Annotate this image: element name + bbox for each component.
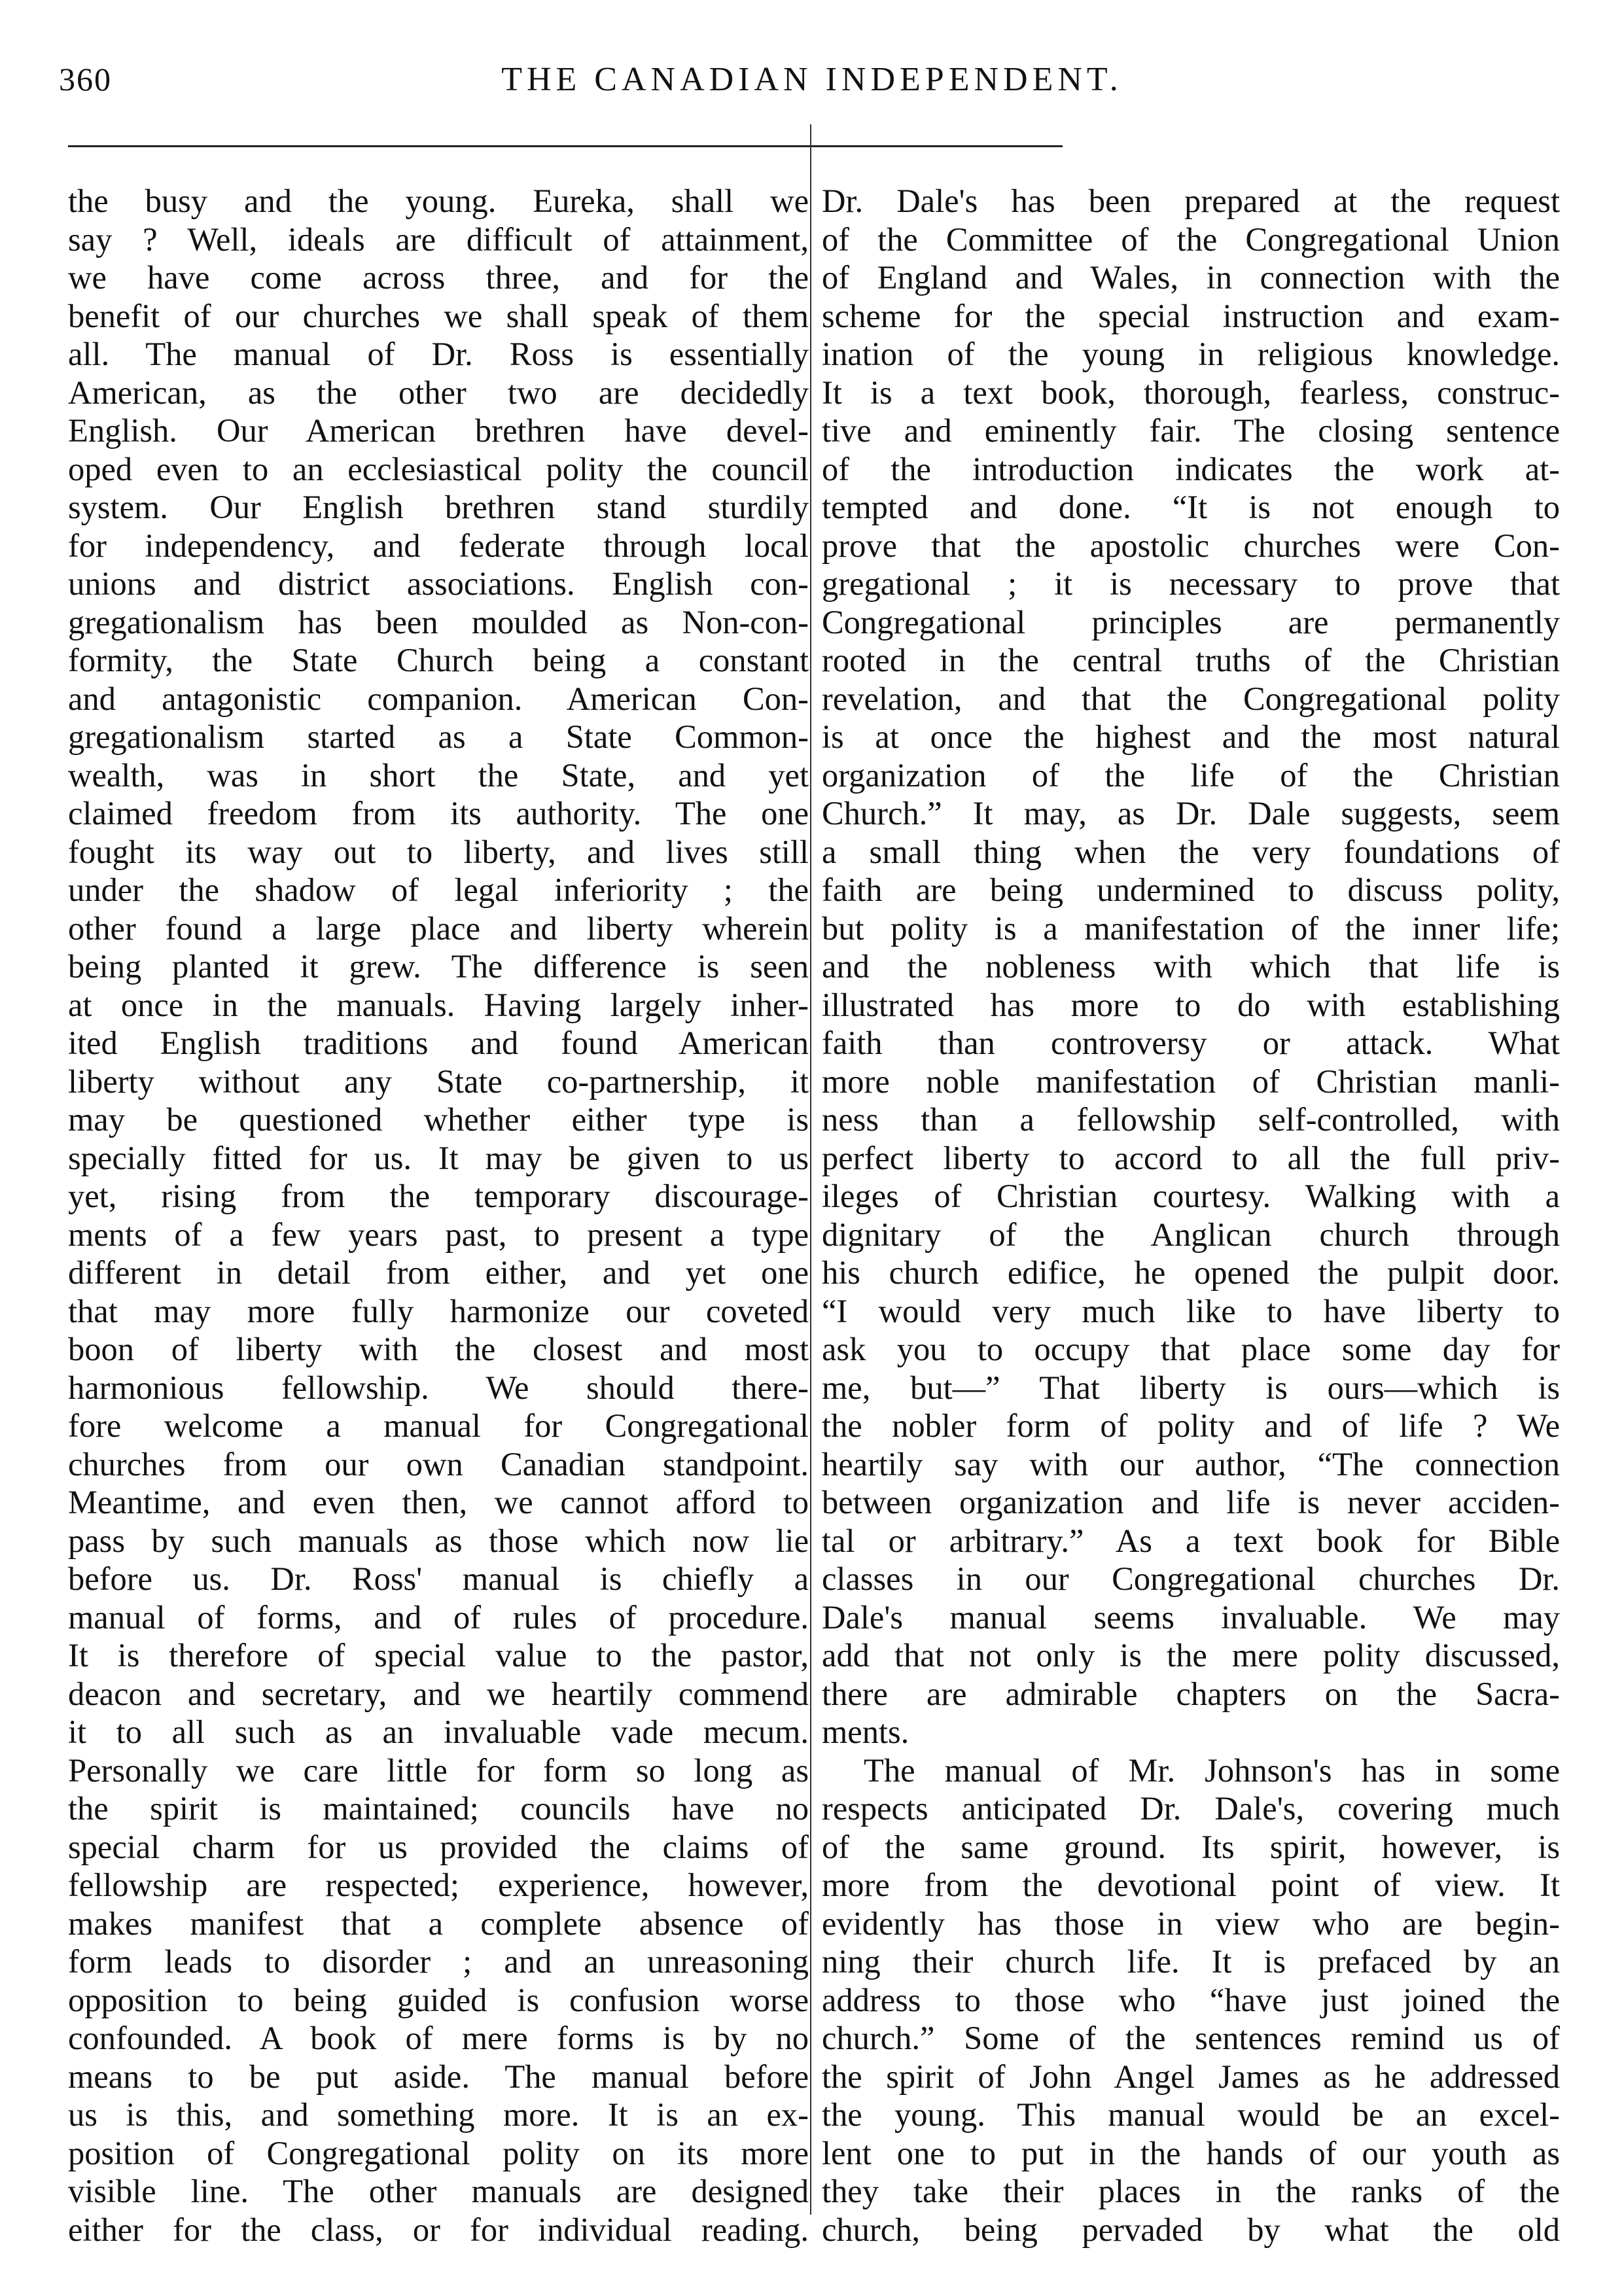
text-line: opposition to being guided is confusion worse xyxy=(68,1981,809,2018)
header-rule xyxy=(68,145,1063,147)
text-line: special charm for us provided the claims of xyxy=(68,1828,809,1865)
text-line: manual of forms, and of rules of procedure. xyxy=(68,1598,809,1636)
text-line: benefit of our churches we shall speak of them xyxy=(68,297,809,334)
text-line: they take their places in the ranks of the xyxy=(822,2173,1560,2209)
text-line: Dr. Dale's has been prepared at the request xyxy=(822,183,1560,219)
text-line: the young. This manual would be an excel- xyxy=(822,2096,1560,2133)
text-line: tempted and done. “It is not enough to xyxy=(822,489,1560,525)
text-line: Personally we care little for form so long as xyxy=(68,1751,809,1789)
text-line: gregationalism started as a State Common- xyxy=(68,718,809,755)
text-line: the spirit is maintained; councils have no xyxy=(68,1790,809,1827)
text-line: form leads to disorder ; and an unreasoning xyxy=(68,1943,809,1980)
text-line: revelation, and that the Congregational polity xyxy=(822,680,1560,717)
right-column xyxy=(822,182,1560,2249)
text-line: more noble manifestation of Christian manli- xyxy=(822,1063,1560,1100)
text-line: and antagonistic companion. American Con- xyxy=(68,680,809,717)
text-line: ited English traditions and found American xyxy=(68,1025,809,1061)
text-line: specially fitted for us. It may be given to us xyxy=(68,1139,809,1176)
text-line: The manual of Mr. Johnson's has in some xyxy=(864,1751,1560,1789)
text-line: tive and eminently fair. The closing sentence xyxy=(822,412,1560,449)
text-line: harmonious fellowship. We should there- xyxy=(68,1369,809,1406)
text-line: Meantime, and even then, we cannot afford to xyxy=(68,1484,809,1520)
text-line: Dale's manual seems invaluable. We may xyxy=(822,1598,1560,1636)
text-line: It is a text book, thorough, fearless, construc- xyxy=(822,374,1560,411)
text-line: ination of the young in religious knowledge. xyxy=(822,336,1560,372)
text-line: illustrated has more to do with establishing xyxy=(822,986,1560,1023)
text-line: American, as the other two are decidedly xyxy=(68,374,809,411)
text-line: confounded. A book of mere forms is by no xyxy=(68,2020,809,2056)
text-line: Congregational principles are permanently xyxy=(822,603,1560,641)
text-line: faith are being undermined to discuss polity, xyxy=(822,871,1560,908)
text-line: church.” Some of the sentences remind us of xyxy=(822,2020,1560,2056)
text-line: oped even to an ecclesiastical polity the council xyxy=(68,450,809,487)
text-line: church, being pervaded by what the old xyxy=(822,2211,1560,2248)
text-line: the nobler form of polity and of life ? We xyxy=(822,1407,1560,1444)
text-line: Church.” It may, as Dr. Dale suggests, seem xyxy=(822,795,1560,832)
text-line: the busy and the young. Eureka, shall we xyxy=(68,183,809,219)
left-column xyxy=(68,182,809,2249)
text-line: we have come across three, and for the xyxy=(68,259,809,296)
page-number: 360 xyxy=(59,61,112,97)
text-line: either for the class, or for individual reading. xyxy=(68,2211,809,2248)
text-line: me, but—” That liberty is ours—which is xyxy=(822,1369,1560,1406)
text-line: fellowship are respected; experience, however, xyxy=(68,1867,809,1903)
text-line: unions and district associations. English con- xyxy=(68,565,809,602)
text-line: more from the devotional point of view. It xyxy=(822,1867,1560,1903)
text-line: visible line. The other manuals are designed xyxy=(68,2173,809,2209)
text-line: gregational ; it is necessary to prove that xyxy=(822,565,1560,602)
text-line: of England and Wales, in connection with the xyxy=(822,259,1560,296)
text-line: wealth, was in short the State, and yet xyxy=(68,756,809,794)
text-line: ning their church life. It is prefaced by an xyxy=(822,1943,1560,1980)
text-line: pass by such manuals as those which now lie xyxy=(68,1522,809,1559)
text-line: position of Congregational polity on its more xyxy=(68,2134,809,2171)
text-line: fore welcome a manual for Congregational xyxy=(68,1407,809,1444)
text-line: means to be put aside. The manual before xyxy=(68,2058,809,2095)
text-line: it to all such as an invaluable vade mecum. xyxy=(68,1713,809,1750)
text-line: evidently has those in view who are begin- xyxy=(822,1905,1560,1942)
text-line: faith than controversy or attack. What xyxy=(822,1025,1560,1061)
text-line: ments. xyxy=(822,1713,909,1750)
text-line: system. Our English brethren stand sturdily xyxy=(68,489,809,525)
text-line: his church edifice, he opened the pulpit door. xyxy=(822,1254,1560,1291)
text-line: under the shadow of legal inferiority ; the xyxy=(68,871,809,908)
text-line: of the same ground. Its spirit, however, is xyxy=(822,1828,1560,1865)
text-line: of the introduction indicates the work at- xyxy=(822,450,1560,487)
text-line: different in detail from either, and yet one xyxy=(68,1254,809,1291)
text-line: the spirit of John Angel James as he addressed xyxy=(822,2058,1560,2095)
text-line: gregationalism has been moulded as Non-con- xyxy=(68,603,809,641)
text-line: a small thing when the very foundations of xyxy=(822,833,1560,870)
text-line: makes manifest that a complete absence of xyxy=(68,1905,809,1942)
text-line: between organization and life is never acciden- xyxy=(822,1484,1560,1520)
text-line: us is this, and something more. It is an ex- xyxy=(68,2096,809,2133)
text-line: “I would very much like to have liberty to xyxy=(822,1292,1560,1329)
text-line: fought its way out to liberty, and lives still xyxy=(68,833,809,870)
text-line: say ? Well, ideals are difficult of attainment, xyxy=(68,220,809,258)
text-line: It is therefore of special value to the pastor, xyxy=(68,1637,809,1674)
text-line: ness than a fellowship self-controlled, with xyxy=(822,1101,1560,1138)
text-line: but polity is a manifestation of the inner life; xyxy=(822,909,1560,947)
text-line: may be questioned whether either type is xyxy=(68,1101,809,1138)
text-line: liberty without any State co-partnership, it xyxy=(68,1063,809,1100)
text-line: all. The manual of Dr. Ross is essentially xyxy=(68,336,809,372)
text-line: lent one to put in the hands of our youth as xyxy=(822,2134,1560,2171)
text-line: English. Our American brethren have devel- xyxy=(68,412,809,449)
text-line: other found a large place and liberty wherein xyxy=(68,909,809,947)
text-line: that may more fully harmonize our coveted xyxy=(68,1292,809,1329)
text-line: prove that the apostolic churches were Con- xyxy=(822,527,1560,564)
text-line: of the Committee of the Congregational Union xyxy=(822,220,1560,258)
text-line: add that not only is the mere polity discussed, xyxy=(822,1637,1560,1674)
text-line: dignitary of the Anglican church through xyxy=(822,1216,1560,1253)
text-line: at once in the manuals. Having largely inher- xyxy=(68,986,809,1023)
text-line: being planted it grew. The difference is seen xyxy=(68,948,809,985)
text-line: there are admirable chapters on the Sacra- xyxy=(822,1675,1560,1712)
text-line: scheme for the special instruction and exam- xyxy=(822,297,1560,334)
text-line: boon of liberty with the closest and most xyxy=(68,1331,809,1367)
text-line: tal or arbitrary.” As a text book for Bible xyxy=(822,1522,1560,1559)
column-divider xyxy=(810,124,811,2215)
text-line: address to those who “have just joined the xyxy=(822,1981,1560,2018)
text-line: claimed freedom from its authority. The one xyxy=(68,795,809,832)
journal-title: THE CANADIAN INDEPENDENT. xyxy=(501,61,1123,98)
text-line: ments of a few years past, to present a type xyxy=(68,1216,809,1253)
text-line: ileges of Christian courtesy. Walking with a xyxy=(822,1178,1560,1214)
text-line: is at once the highest and the most natural xyxy=(822,718,1560,755)
text-line: organization of the life of the Christian xyxy=(822,756,1560,794)
text-line: perfect liberty to accord to all the full priv- xyxy=(822,1139,1560,1176)
text-line: for independency, and federate through local xyxy=(68,527,809,564)
text-line: heartily say with our author, “The connection xyxy=(822,1445,1560,1483)
text-line: formity, the State Church being a constant xyxy=(68,642,809,678)
text-line: and the nobleness with which that life is xyxy=(822,948,1560,985)
text-line: rooted in the central truths of the Christian xyxy=(822,642,1560,678)
text-line: respects anticipated Dr. Dale's, covering much xyxy=(822,1790,1560,1827)
text-line: yet, rising from the temporary discourage- xyxy=(68,1178,809,1214)
text-line: ask you to occupy that place some day for xyxy=(822,1331,1560,1367)
text-line: classes in our Congregational churches Dr. xyxy=(822,1560,1560,1597)
text-line: deacon and secretary, and we heartily commend xyxy=(68,1675,809,1712)
text-line: before us. Dr. Ross' manual is chiefly a xyxy=(68,1560,809,1597)
text-line: churches from our own Canadian standpoint. xyxy=(68,1445,809,1483)
